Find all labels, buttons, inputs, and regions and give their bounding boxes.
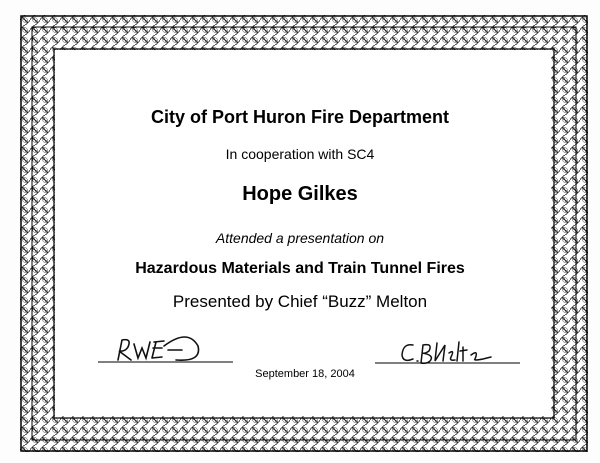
presentation-topic: Hazardous Materials and Train Tunnel Fires	[135, 260, 465, 277]
certificate-date: September 18, 2004	[255, 368, 355, 380]
attended-line: Attended a presentation on	[215, 230, 385, 246]
signature-right	[375, 337, 520, 372]
signature-left	[98, 330, 233, 370]
recipient-name: Hope Gilkes	[242, 183, 358, 205]
organization-title: City of Port Huron Fire Department	[150, 107, 450, 127]
cooperation-line: In cooperation with SC4	[225, 146, 375, 162]
presenter-line: Presented by Chief “Buzz” Melton	[172, 292, 428, 311]
